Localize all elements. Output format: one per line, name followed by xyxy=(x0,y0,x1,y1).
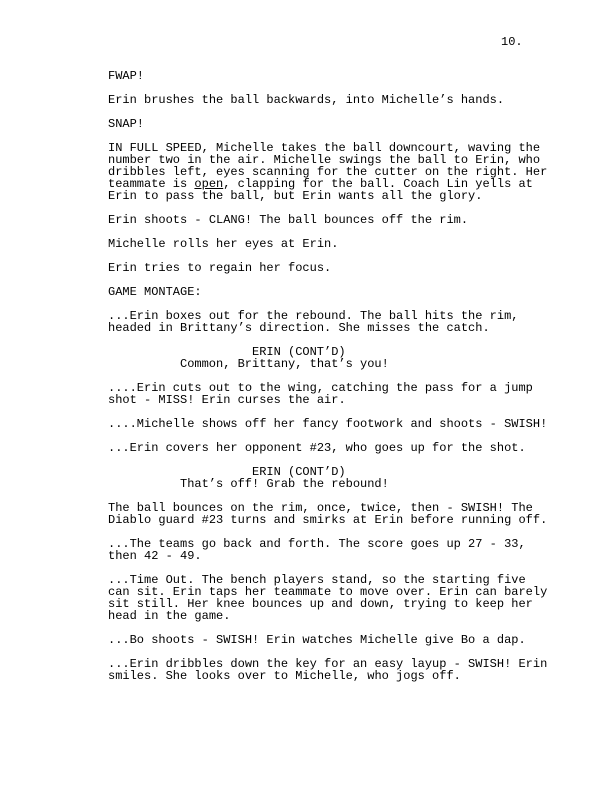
action-fwap: FWAP! xyxy=(108,69,145,83)
action-footwork: ....Michelle shows off her fancy footwork and shoots - SWISH! xyxy=(108,417,548,431)
character-cue: ERIN (CONT’D) xyxy=(252,345,346,359)
action-cuts-out: ....Erin cuts out to the wing, catching the pass for a jump shot - MISS! Erin curses the air. xyxy=(108,381,533,407)
dialogue-line: Common, Brittany, that’s you! xyxy=(180,357,389,371)
underlined-word-open: open xyxy=(194,177,224,191)
action-rolls-eyes: Michelle rolls her eyes at Erin. xyxy=(108,237,339,251)
action-snap: SNAP! xyxy=(108,117,145,131)
action-full-speed-part-2: , clapping for the ball. Coach Lin yells at Erin to pass the ball, but Erin wants all the glory. xyxy=(108,177,533,203)
dialogue-block-1 xyxy=(108,346,548,370)
page-number: 10. xyxy=(501,35,523,49)
action-layup: ...Erin dribbles down the key for an easy layup - SWISH! Erin smiles. She looks over to Michelle, who jogs off. xyxy=(108,657,548,683)
action-covers: ...Erin covers her opponent #23, who goes up for the shot. xyxy=(108,441,526,455)
action-time-out: ...Time Out. The bench players stand, so the starting five can sit. Erin taps her teammate to move over. Erin can barely sit still. Her knee bounces up and down, trying to keep her head in the game. xyxy=(108,573,548,623)
action-full-speed-part-1: IN FULL SPEED, Michelle takes the ball downcourt, waving the number two in the air. Michelle swings the ball to Erin, who dribbles left, eyes scanning for the cutter on the right. Her teammate is xyxy=(108,141,548,191)
script-body xyxy=(108,70,548,694)
action-shoots-clang: Erin shoots - CLANG! The ball bounces off the rim. xyxy=(108,213,469,227)
scene-heading-montage: GAME MONTAGE: xyxy=(108,285,202,299)
action-regain-focus: Erin tries to regain her focus. xyxy=(108,261,332,275)
action-full-speed xyxy=(108,142,548,202)
dialogue-line: That’s off! Grab the rebound! xyxy=(180,477,389,491)
action-bo-shoots: ...Bo shoots - SWISH! Erin watches Michelle give Bo a dap. xyxy=(108,633,526,647)
action-bounces: The ball bounces on the rim, once, twice, then - SWISH! The Diablo guard #23 turns and smirks at Erin before running off. xyxy=(108,501,548,527)
character-cue: ERIN (CONT’D) xyxy=(252,465,346,479)
dialogue-block-2 xyxy=(108,466,548,490)
action-boxes-out: ...Erin boxes out for the rebound. The ball hits the rim, headed in Brittany’s direction. She misses the catch. xyxy=(108,309,519,335)
action-brushes: Erin brushes the ball backwards, into Michelle’s hands. xyxy=(108,93,505,107)
action-back-forth: ...The teams go back and forth. The score goes up 27 - 33, then 42 - 49. xyxy=(108,537,526,563)
